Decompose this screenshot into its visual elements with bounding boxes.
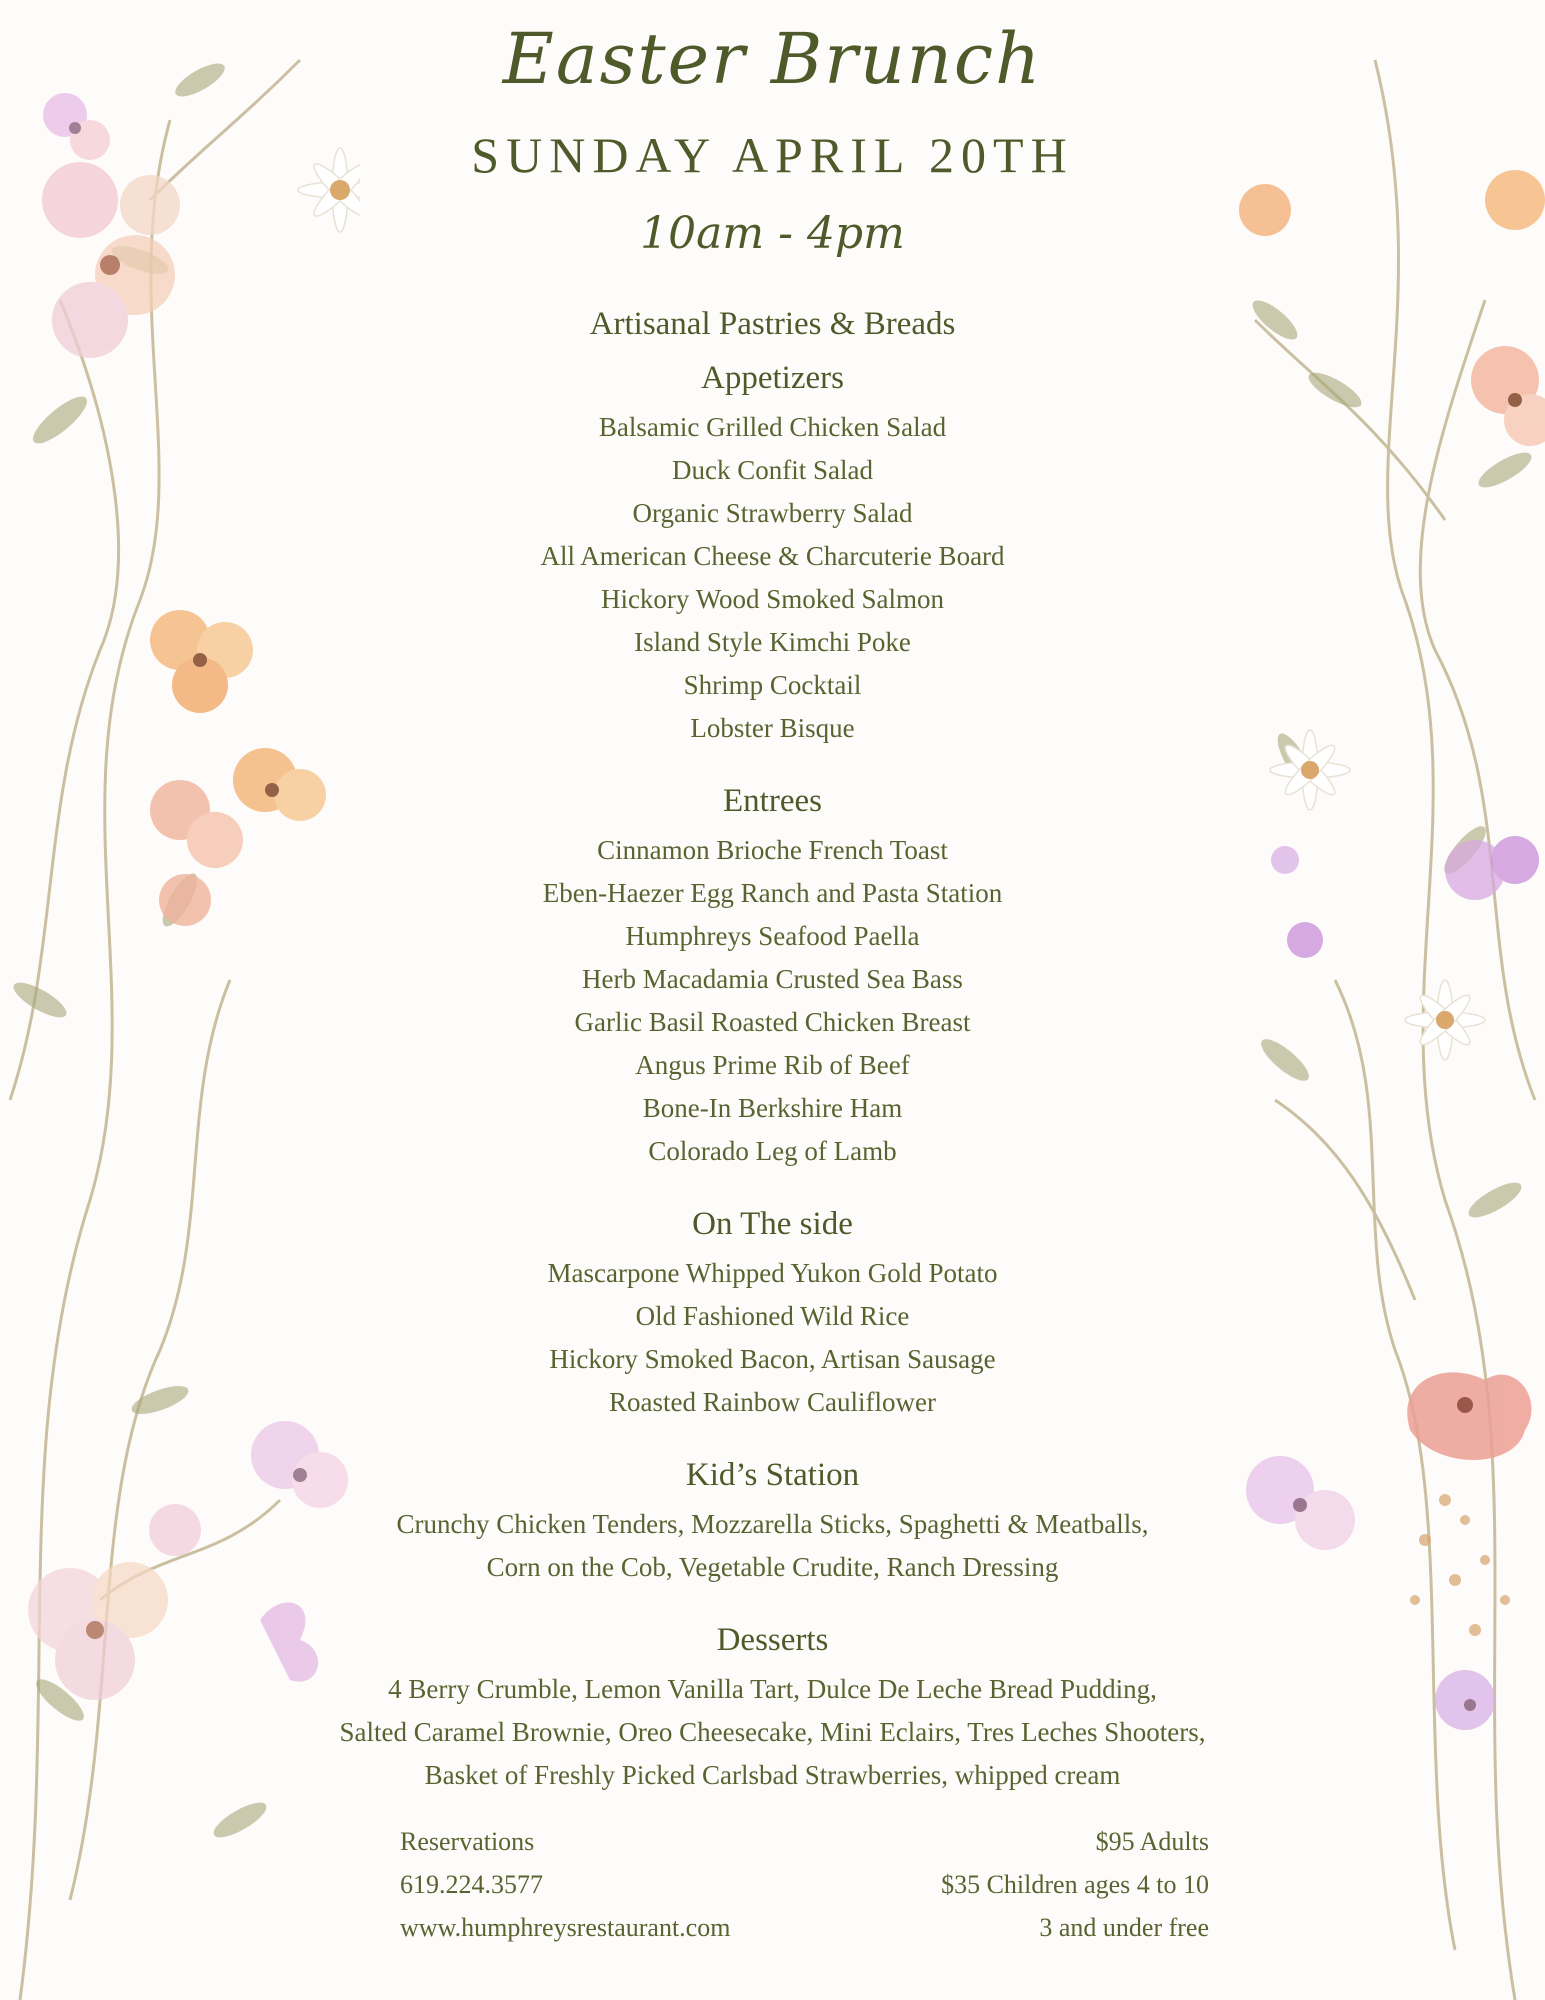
menu-item: All American Cheese & Charcuterie Board <box>540 541 1005 571</box>
menu-item: Lobster Bisque <box>690 713 855 743</box>
website-link[interactable]: www.humphreysrestaurant.com <box>400 1913 731 1942</box>
menu-item: Roasted Rainbow Cauliflower <box>609 1387 936 1417</box>
menu-item: Humphreys Seafood Paella <box>625 921 920 951</box>
menu-item: Basket of Freshly Picked Carlsbad Strawberries, whipped cream <box>424 1760 1121 1790</box>
menu-item: Duck Confit Salad <box>672 455 873 485</box>
section-heading-pastries: Artisanal Pastries & Breads <box>589 306 956 342</box>
menu-item: Garlic Basil Roasted Chicken Breast <box>574 1007 971 1037</box>
section-heading-entrees: Entrees <box>723 783 822 819</box>
menu-item: Hickory Wood Smoked Salmon <box>600 584 945 614</box>
event-hours: 10am - 4pm <box>640 208 905 259</box>
page-title: Easter Brunch <box>502 18 1043 100</box>
price-adults: $95 Adults <box>1095 1827 1209 1856</box>
menu-item: Cinnamon Brioche French Toast <box>597 835 948 865</box>
menu-item: Bone-In Berkshire Ham <box>642 1093 903 1123</box>
event-date: SUNDAY APRIL 20TH <box>471 127 1074 183</box>
menu-item: Herb Macadamia Crusted Sea Bass <box>582 964 963 994</box>
menu-item: Angus Prime Rib of Beef <box>635 1050 910 1080</box>
menu-item: Organic Strawberry Salad <box>632 498 913 528</box>
pricing-block <box>941 1820 1209 1949</box>
section-heading-kids: Kid’s Station <box>685 1457 860 1493</box>
menu-item: Eben-Haezer Egg Ranch and Pasta Station <box>542 878 1003 908</box>
menu-item: Balsamic Grilled Chicken Salad <box>598 412 947 442</box>
menu-item: Old Fashioned Wild Rice <box>635 1301 910 1331</box>
menu-item: Hickory Smoked Bacon, Artisan Sausage <box>549 1344 996 1374</box>
section-heading-sides: On The side <box>692 1206 853 1242</box>
menu-item: Salted Caramel Brownie, Oreo Cheesecake, Mini Eclairs, Tres Leches Shooters, <box>339 1717 1206 1747</box>
section-heading-appetizers: Appetizers <box>701 360 844 396</box>
menu-item: Island Style Kimchi Poke <box>634 627 911 657</box>
menu-item: Colorado Leg of Lamb <box>648 1136 897 1166</box>
menu-item: Shrimp Cocktail <box>683 670 862 700</box>
menu-item: Mascarpone Whipped Yukon Gold Potato <box>547 1258 998 1288</box>
price-children: $35 Children ages 4 to 10 <box>941 1870 1209 1899</box>
phone-number[interactable]: 619.224.3577 <box>400 1870 543 1899</box>
reservations-block <box>400 1820 730 1949</box>
menu-item: 4 Berry Crumble, Lemon Vanilla Tart, Dulce De Leche Bread Pudding, <box>388 1674 1157 1704</box>
section-heading-desserts: Desserts <box>716 1622 829 1658</box>
menu-item: Corn on the Cob, Vegetable Crudite, Ranch Dressing <box>486 1552 1059 1582</box>
reservations-label: Reservations <box>400 1827 535 1856</box>
price-free: 3 and under free <box>1039 1913 1209 1942</box>
menu-item: Crunchy Chicken Tenders, Mozzarella Sticks, Spaghetti & Meatballs, <box>396 1509 1149 1539</box>
